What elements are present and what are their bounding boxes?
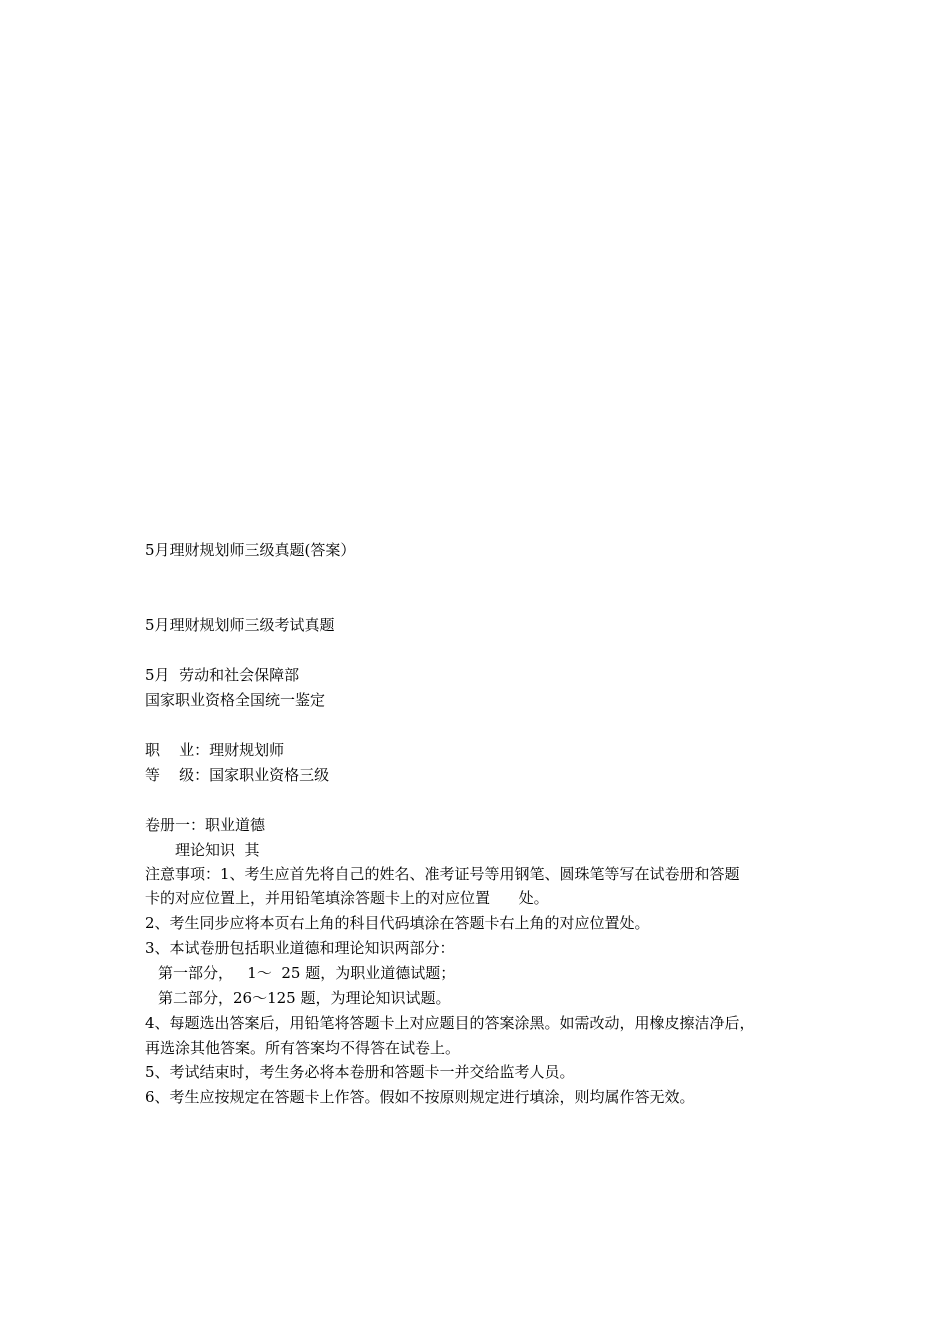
meta-occupation: 职 业：理财规划师 bbox=[145, 741, 285, 759]
note-line: 3、本试卷册包括职业道德和理论知识两部分： bbox=[145, 939, 455, 957]
note-line: 再选涂其他答案。所有答案均不得答在试卷上。 bbox=[145, 1039, 461, 1057]
note-line: 5、考试结束时，考生务必将本卷册和答题卡一并交给监考人员。 bbox=[145, 1063, 575, 1081]
document-title: 5月理财规划师三级真题(答案） bbox=[145, 541, 356, 559]
meta-level: 等 级：国家职业资格三级 bbox=[145, 766, 330, 784]
note-line: 6、考生应按规定在答题卡上作答。假如不按原则规定进行填涂，则均属作答无效。 bbox=[145, 1088, 695, 1106]
header-date-org: 5月 劳动和社会保障部 bbox=[145, 666, 300, 684]
volume-sub: 理论知识 其 bbox=[175, 841, 260, 859]
note-line: 2、考生同步应将本页右上角的科目代码填涂在答题卡右上角的对应位置处。 bbox=[145, 914, 650, 932]
note-line: 第二部分，26～125 题，为理论知识试题。 bbox=[158, 989, 451, 1007]
note-line: 卡的对应位置上，并用铅笔填涂答题卡上的对应位置 处。 bbox=[145, 889, 549, 907]
document-subtitle: 5月理财规划师三级考试真题 bbox=[145, 616, 335, 634]
volume-name: 卷册一：职业道德 bbox=[145, 816, 266, 834]
note-line: 注意事项：1、考生应首先将自己的姓名、准考证号等用钢笔、圆珠笔等写在试卷册和答题 bbox=[145, 865, 740, 883]
note-line: 第一部分， 1～ 25 题，为职业道德试题； bbox=[158, 964, 456, 982]
note-line: 4、每题选出答案后，用铅笔将答题卡上对应题目的答案涂黑。如需改动，用橡皮擦洁净后， bbox=[145, 1014, 755, 1032]
header-org-full: 国家职业资格全国统一鉴定 bbox=[145, 691, 326, 709]
